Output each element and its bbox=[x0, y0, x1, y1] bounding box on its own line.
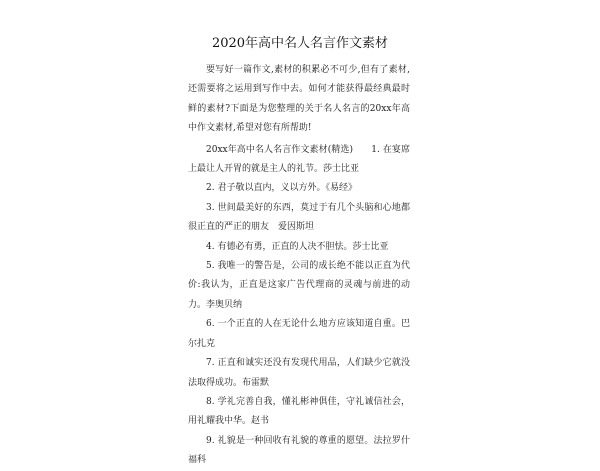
document-body bbox=[188, 61, 410, 471]
quote-paragraph: 4. 有德必有勇，正直的人决不胆怯。莎士比亚 bbox=[206, 241, 389, 252]
document-title: 2020年高中名人名言作文素材 bbox=[211, 36, 389, 51]
quote-paragraph: 9. 礼貌是一种回收有礼貌的尊重的愿望。法拉罗什福科 bbox=[188, 435, 410, 466]
quote-paragraph: 6. 一个正直的人在无论什么地方应该知道自重。巴尔扎克 bbox=[188, 319, 410, 349]
quote-paragraph: 7. 正直和诚实还没有发现代用品，人们缺少它就没法取得成功。布雷默 bbox=[188, 358, 410, 388]
intro-paragraph: 要写好一篇作文,素材的积累必不可少,但有了素材,还需要将之运用到写作中去。如何才能获得最经典最时鲜的素材?下面是为您整理的关于名人名言的20xx年高中作文素材,希望对您有所帮助! bbox=[188, 65, 410, 134]
quote-paragraph: 5. 我唯一的警告是，公司的成长绝不能以正直为代价:我认为，正直是这家广告代理商的灵魂与前进的动力。李奥贝纳 bbox=[188, 261, 410, 310]
quote-paragraph: 20xx年高中名人名言作文素材(精选) 1. 在宴席上最让人开胃的就是主人的礼节。莎士比亚 bbox=[188, 144, 410, 175]
quote-paragraph: 2. 君子敬以直内，义以方外。《易经》 bbox=[206, 183, 357, 194]
quote-paragraph: 3. 世间最美好的东西，莫过于有几个头脑和心地都很正直的严正的朋友 爱因斯坦 bbox=[188, 202, 410, 233]
quote-paragraph: 8. 学礼完善自我，懂礼彬神俱佳，守礼诚信社会，用礼耀我中华。赵书 bbox=[188, 396, 410, 427]
